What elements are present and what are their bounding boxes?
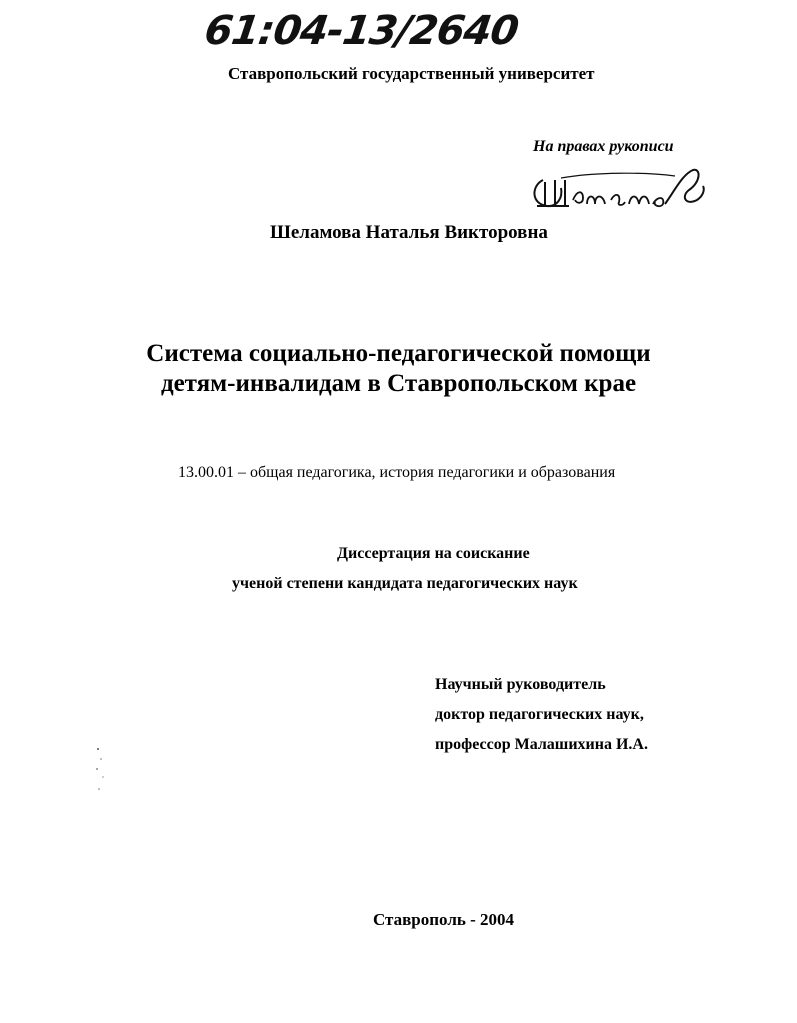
dissertation-title-line-2: детям-инвалидам в Ставропольском крае xyxy=(160,370,637,397)
handwritten-signature xyxy=(525,160,715,225)
degree-line-2: ученой степени кандидата педагогических наук xyxy=(232,575,578,592)
supervisor-name: профессор Малашихина И.А. xyxy=(435,736,648,753)
university-name: Ставропольский государственный университет xyxy=(228,64,595,83)
degree-line-1: Диссертация на соискание xyxy=(337,545,530,562)
specialty-code: 13.00.01 – общая педагогика, история педагогики и образования xyxy=(178,464,616,481)
dissertation-title-line-1: Система социально-педагогической помощи xyxy=(146,340,651,367)
supervisor-role: Научный руководитель xyxy=(435,676,606,693)
supervisor-degree: доктор педагогических наук, xyxy=(435,706,644,723)
signature-drawing xyxy=(525,160,715,220)
city-year: Ставрополь - 2004 xyxy=(373,910,515,929)
author-name: Шеламова Наталья Викторовна xyxy=(270,222,548,243)
manuscript-rights-note: На правах рукописи xyxy=(533,138,674,155)
scan-specks xyxy=(92,745,112,810)
archive-stamp-code: 61:04-13/2640 xyxy=(201,8,521,54)
